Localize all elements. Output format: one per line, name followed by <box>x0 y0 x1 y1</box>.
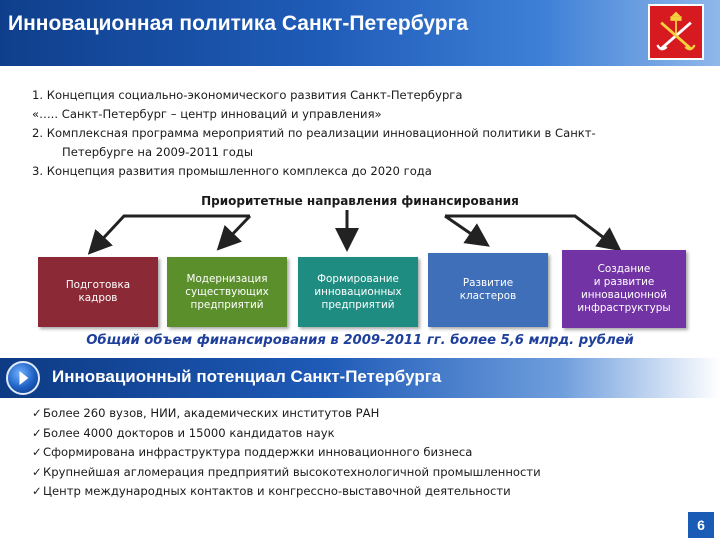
list-item <box>32 404 692 424</box>
priorities-title: Приоритетные направления финансирования <box>201 194 519 208</box>
funding-total: Общий объем финансирования в 2009-2011 гг. более 5,6 млрд. рублей <box>86 333 634 348</box>
box-line: Подготовка <box>65 279 131 291</box>
box-line: и развитие <box>593 276 655 288</box>
potential-bar <box>0 358 720 398</box>
box-line: инфраструктуры <box>577 302 671 314</box>
arrow-left <box>225 216 250 242</box>
list-item-text: Центр международных контактов и конгрессно-выставочной деятельности <box>43 484 511 498</box>
intro-line: 2. Комплексная программа мероприятий по реализации инновационной политики в Санкт- <box>32 126 596 140</box>
box-line: инновационной <box>580 289 668 301</box>
box-line: кадров <box>78 292 118 304</box>
potential-title: Инновационный потенциал Санкт-Петербурга <box>52 367 442 386</box>
box-line: Формирование <box>317 272 399 285</box>
intro-text <box>32 86 692 181</box>
box-line: Развитие <box>462 277 514 289</box>
priority-box-training <box>38 257 158 327</box>
box-line: существующих <box>185 285 269 298</box>
box-line: инновационных <box>314 285 402 298</box>
list-item-text: Более 4000 докторов и 15000 кандидатов наук <box>43 425 335 440</box>
list-item <box>32 424 692 444</box>
page-number: 6 <box>688 512 714 538</box>
list-item <box>32 443 692 463</box>
priority-box-clusters <box>428 253 548 327</box>
arrow-right-far <box>445 216 612 244</box>
list-item <box>32 463 692 483</box>
intro-line: «….. Санкт-Петербург – центр инноваций и управления» <box>32 107 382 121</box>
box-line: предприятий <box>321 298 395 311</box>
arrow-right <box>445 216 480 240</box>
checkmark-icon: ✓ <box>32 464 42 479</box>
box-line: Создание <box>597 263 651 275</box>
box-line: кластеров <box>459 290 517 302</box>
priority-box-infrastructure <box>562 250 686 328</box>
header-bar <box>0 0 720 66</box>
box-line: Модернизация <box>186 272 268 285</box>
intro-line: 3. Концепция развития промышленного комплекса до 2020 года <box>32 164 432 178</box>
priority-box-formation <box>298 257 418 327</box>
box-line: предприятий <box>190 298 264 311</box>
priority-box-modernization <box>167 257 287 327</box>
checkmark-icon: ✓ <box>32 425 42 440</box>
play-arrow-icon[interactable] <box>6 361 40 395</box>
list-item-text: Сформирована инфраструктура поддержки инновационного бизнеса <box>43 445 473 459</box>
list-item-text: Более 260 вузов, НИИ, академических институтов РАН <box>43 406 380 420</box>
checkmark-icon: ✓ <box>32 445 42 459</box>
checkmark-icon: ✓ <box>32 406 42 420</box>
list-item-text: Крупнейшая агломерация предприятий высокотехнологичной промышленности <box>43 464 541 479</box>
page-title: Инновационная политика Санкт-Петербурга <box>8 12 469 35</box>
potential-list <box>32 404 692 502</box>
intro-line: 1. Концепция социально-экономического развития Санкт-Петербурга <box>32 88 463 102</box>
list-item <box>32 482 692 502</box>
intro-line: Петербурге на 2009-2011 годы <box>62 145 253 159</box>
city-emblem-icon <box>648 4 704 60</box>
checkmark-icon: ✓ <box>32 484 42 498</box>
